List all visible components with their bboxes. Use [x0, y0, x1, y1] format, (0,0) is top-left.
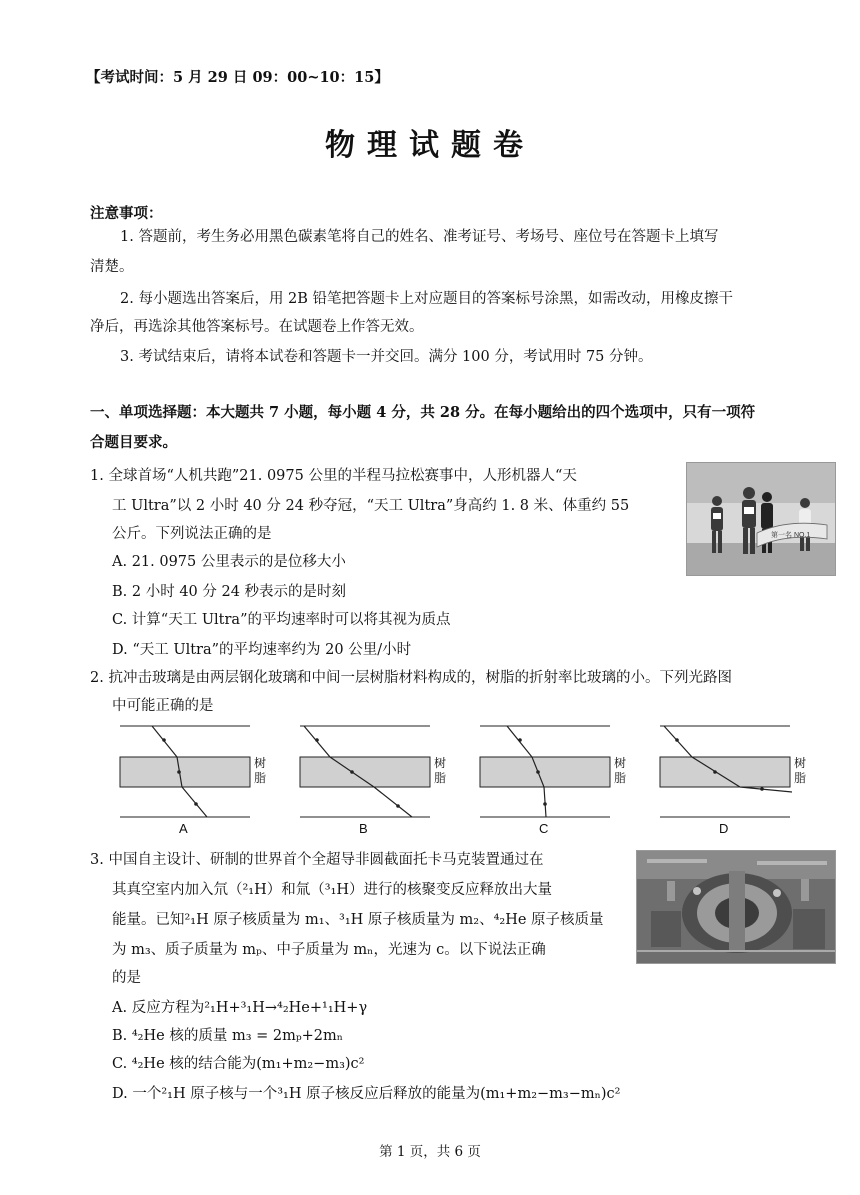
resin-label-d: 树 脂 [794, 756, 807, 785]
diagram-label-b: B [359, 821, 368, 836]
notice-item-2-line-1: 2. 每小题选出答案后，用 2B 铅笔把答题卡上对应题目的答案标号涂黑，如需改动，用橡皮擦干 [120, 291, 734, 307]
q2-stem-line-2: 中可能正确的是 [112, 698, 214, 714]
diagram-label-a: A [179, 821, 188, 836]
section-heading-line-1: 一、单项选择题：本大题共 7 小题，每小题 4 分，共 28 分。在每小题给出的四个选项中，只有一项符 [90, 404, 756, 421]
diagram-c [480, 726, 610, 817]
q1-stem-line-2: 工 Ultra”以 2 小时 40 分 24 秒夺冠，“天工 Ultra”身高约 1. 8 米、体重约 55 [112, 498, 630, 514]
resin-label-c: 树 脂 [614, 756, 627, 785]
notice-item-2-line-2: 净后，再选涂其他答案标号。在试题卷上作答无效。 [90, 319, 424, 335]
q1-option-b: B. 2 小时 40 分 24 秒表示的是时刻 [112, 584, 347, 600]
diagram-d [660, 726, 792, 817]
diagram-a [120, 726, 250, 817]
diagram-label-c: C [539, 821, 549, 836]
resin-label-b: 树 脂 [434, 756, 447, 785]
section-heading-line-2: 合题目要求。 [90, 434, 177, 451]
q1-option-d: D. “天工 Ultra”的平均速率约为 20 公里/小时 [112, 642, 412, 658]
q1-stem-line-1: 1. 全球首场“人机共跑”21. 0975 公里的半程马拉松赛事中，人形机器人“天 [90, 468, 577, 484]
q3-option-c: C. ⁴₂He 核的结合能为(m₁+m₂−m₃)c² [112, 1056, 365, 1072]
notice-item-1-line-2: 清楚。 [90, 259, 134, 275]
resin-label-a: 树 脂 [254, 756, 267, 785]
q3-stem-line-1: 3. 中国自主设计、研制的世界首个全超导非圆截面托卡马克装置通过在 [90, 852, 544, 868]
q3-stem-line-3: 能量。已知²₁H 原子核质量为 m₁、³₁H 原子核质量为 m₂、⁴₂He 原子核质量 [112, 912, 604, 928]
q3-option-d: D. 一个²₁H 原子核与一个³₁H 原子核反应后释放的能量为(m₁+m₂−m₃−mₙ)c² [112, 1086, 621, 1102]
page-title: 物理试题卷 [325, 128, 535, 163]
q3-stem-line-2: 其真空室内加入氘（²₁H）和氚（³₁H）进行的核聚变反应释放出大量 [112, 882, 553, 898]
photo-banner-text: 第一名 NO.1 [771, 532, 811, 539]
q1-stem-line-3: 公斤。下列说法正确的是 [112, 526, 272, 542]
page-number: 第 1 页，共 6 页 [379, 1144, 481, 1160]
q1-option-c: C. 计算“天工 Ultra”的平均速率时可以将其视为质点 [112, 612, 451, 628]
marathon-photo [686, 462, 836, 576]
q3-stem-line-4: 为 m₃、质子质量为 mₚ、中子质量为 mₙ，光速为 c。以下说法正确 [112, 942, 546, 958]
q3-option-a: A. 反应方程为²₁H+³₁H→⁴₂He+¹₁H+γ [112, 1000, 368, 1016]
notice-item-3: 3. 考试结束后，请将本试卷和答题卡一并交回。满分 100 分，考试用时 75 分钟。 [120, 349, 653, 365]
q1-option-a: A. 21. 0975 公里表示的是位移大小 [112, 554, 346, 570]
q3-option-b: B. ⁴₂He 核的质量 m₃ = 2mₚ+2mₙ [112, 1028, 344, 1044]
exam-time: 【考试时间：5 月 29 日 09：00~10：15】 [86, 69, 389, 86]
tokamak-photo [636, 850, 836, 964]
notice-title: 注意事项： [90, 205, 163, 222]
diagram-label-d: D [719, 821, 729, 836]
q2-diagrams [112, 722, 812, 840]
notice-item-1-line-1: 1. 答题前，考生务必用黑色碳素笔将自己的姓名、准考证号、考场号、座位号在答题卡上填写 [120, 229, 719, 245]
diagram-b [300, 726, 430, 817]
q2-stem-line-1: 2. 抗冲击玻璃是由两层钢化玻璃和中间一层树脂材料构成的，树脂的折射率比玻璃的小。下列光路图 [90, 670, 732, 686]
q3-stem-line-5: 的是 [112, 970, 141, 986]
